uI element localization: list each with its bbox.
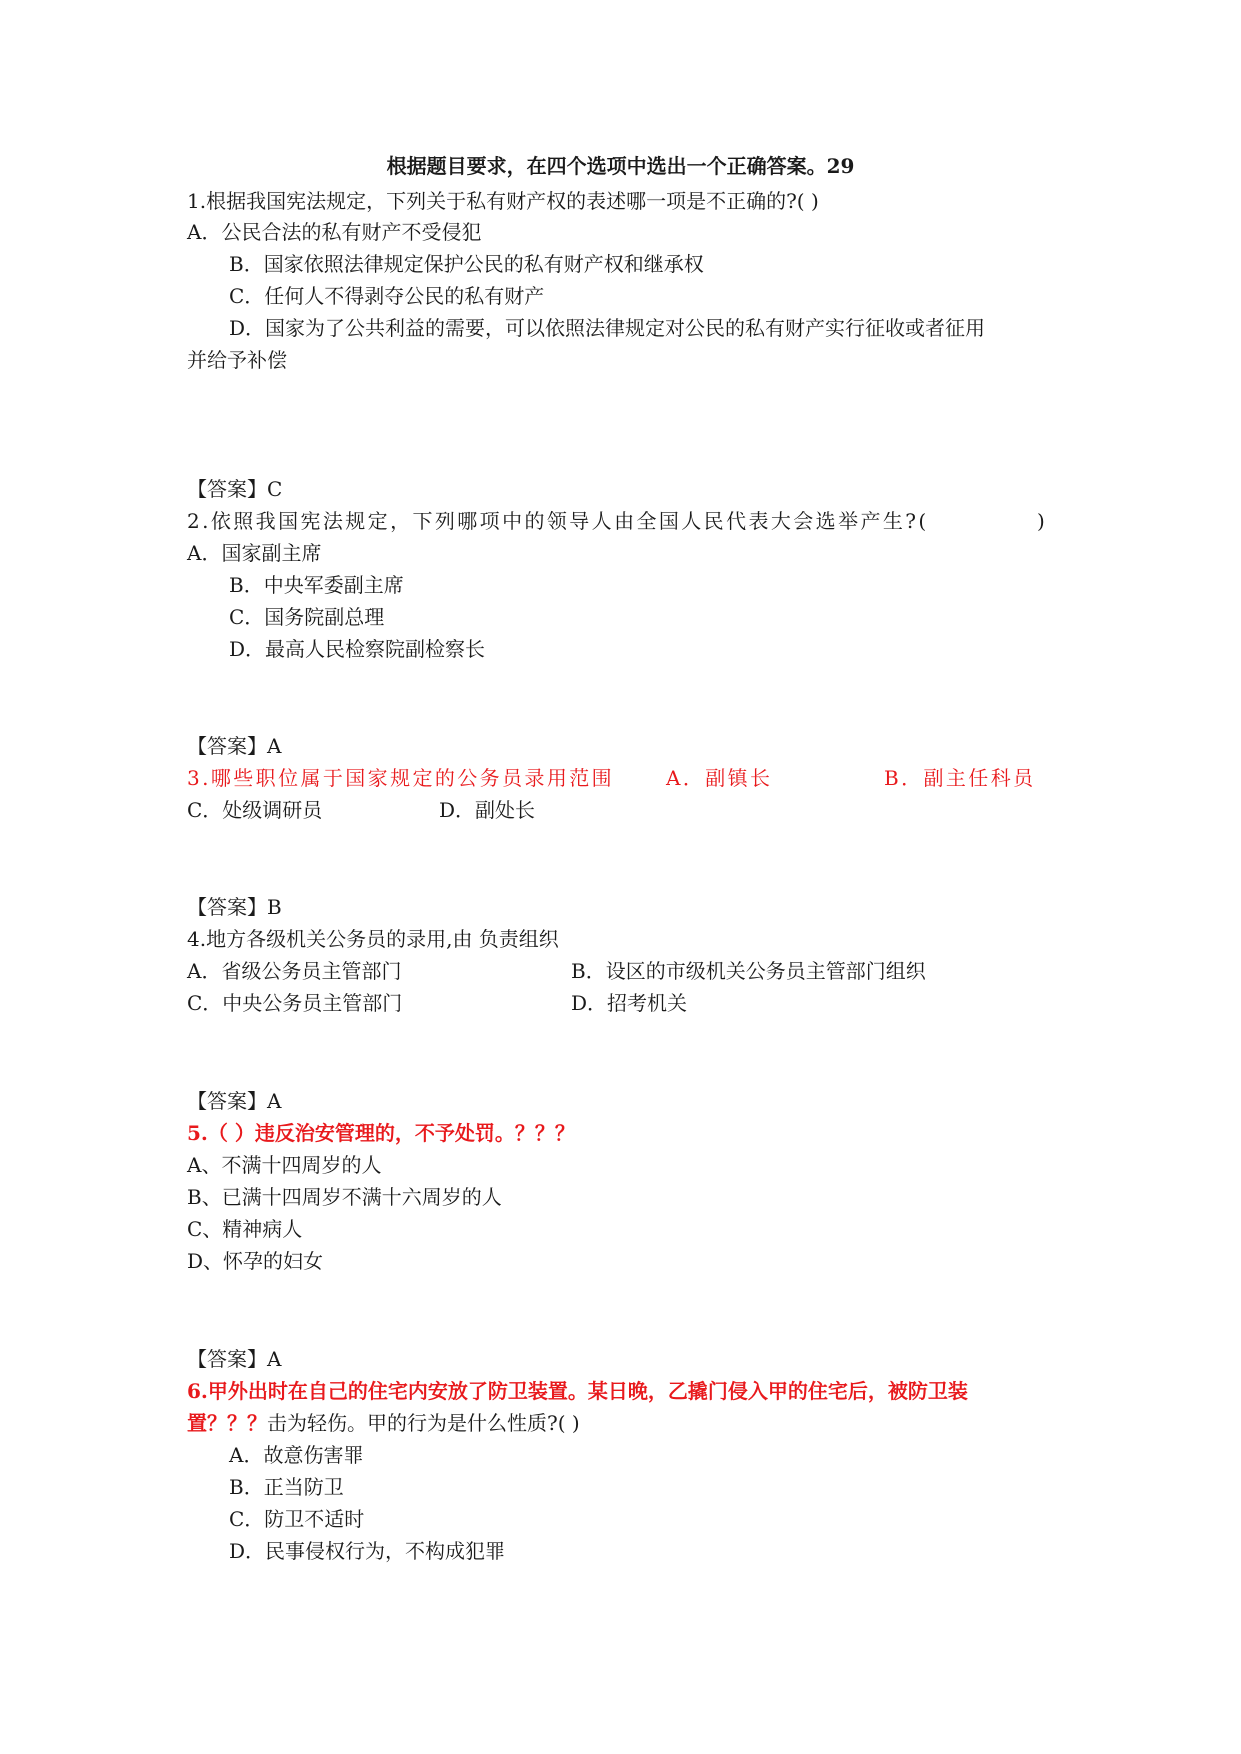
question-1-answer: 【答案】C: [187, 477, 283, 501]
question-1-option-a: A．公民合法的私有财产不受侵犯: [187, 220, 482, 244]
question-6-stem-rest: 击为轻伤。甲的行为是什么性质?( ): [267, 1411, 580, 1435]
question-6-option-a: A．故意伤害罪: [229, 1443, 364, 1467]
question-2-option-b: B．中央军委副主席: [229, 573, 404, 597]
question-6-stem-highlight: 置？？？: [187, 1411, 267, 1435]
question-2-stem-close: ): [1037, 509, 1045, 533]
question-4-stem: 4.地方各级机关公务员的录用,由 负责组织: [187, 927, 559, 951]
question-1-option-c: C．任何人不得剥夺公民的私有财产: [229, 284, 545, 308]
question-1-option-d: D．国家为了公共利益的需要，可以依照法律规定对公民的私有财产实行征收或者征用: [229, 316, 986, 340]
question-5-answer: 【答案】A: [187, 1347, 282, 1371]
question-3-option-b: B．副主任科员: [884, 766, 1036, 790]
question-6-option-c: C．防卫不适时: [229, 1507, 365, 1531]
question-5-option-c: C、精神病人: [187, 1217, 303, 1241]
question-6-option-d: D．民事侵权行为，不构成犯罪: [229, 1539, 506, 1563]
question-1-option-b: B．国家依照法律规定保护公民的私有财产权和继承权: [229, 252, 704, 276]
question-3-option-c: C．处级调研员: [187, 798, 323, 822]
question-2-option-d: D．最高人民检察院副检察长: [229, 637, 486, 661]
question-2-option-a: A．国家副主席: [187, 541, 322, 565]
question-2-answer: 【答案】A: [187, 734, 282, 758]
question-3-option-d: D．副处长: [439, 798, 536, 822]
question-4-option-c: C．中央公务员主管部门: [187, 991, 403, 1015]
question-3-option-a: A．副镇长: [666, 766, 773, 790]
question-3-stem: 3.哪些职位属于国家规定的公务员录用范围: [187, 766, 615, 790]
question-6-stem-continued: [187, 1410, 580, 1436]
question-4-option-d: D．招考机关: [571, 991, 688, 1015]
question-4-option-b: B．设区的市级机关公务员主管部门组织: [571, 959, 926, 983]
question-5-option-d: D、怀孕的妇女: [187, 1249, 324, 1273]
question-1-stem: 1.根据我国宪法规定，下列关于私有财产权的表述哪一项是不正确的?( ): [187, 189, 819, 213]
question-4-answer: 【答案】A: [187, 1089, 282, 1113]
question-5-option-b: B、已满十四周岁不满十六周岁的人: [187, 1185, 502, 1209]
question-2-option-c: C．国务院副总理: [229, 605, 385, 629]
question-1-option-d-continued: 并给予补偿: [187, 348, 287, 372]
question-3-answer: 【答案】B: [187, 895, 282, 919]
question-2-stem: 2.依照我国宪法规定，下列哪项中的领导人由全国人民代表大会选举产生?(: [187, 509, 929, 533]
question-5-option-a: A、不满十四周岁的人: [187, 1153, 382, 1177]
question-5-stem: 5.（ ）违反治安管理的，不予处罚。？？？: [187, 1121, 575, 1145]
question-4-option-a: A．省级公务员主管部门: [187, 959, 402, 983]
page-title: 根据题目要求，在四个选项中选出一个正确答案。29: [386, 154, 855, 178]
question-6-option-b: B．正当防卫: [229, 1475, 344, 1499]
question-6-stem: 6.甲外出时在自己的住宅内安放了防卫装置。某日晚，乙撬门侵入甲的住宅后，被防卫装: [187, 1379, 968, 1403]
